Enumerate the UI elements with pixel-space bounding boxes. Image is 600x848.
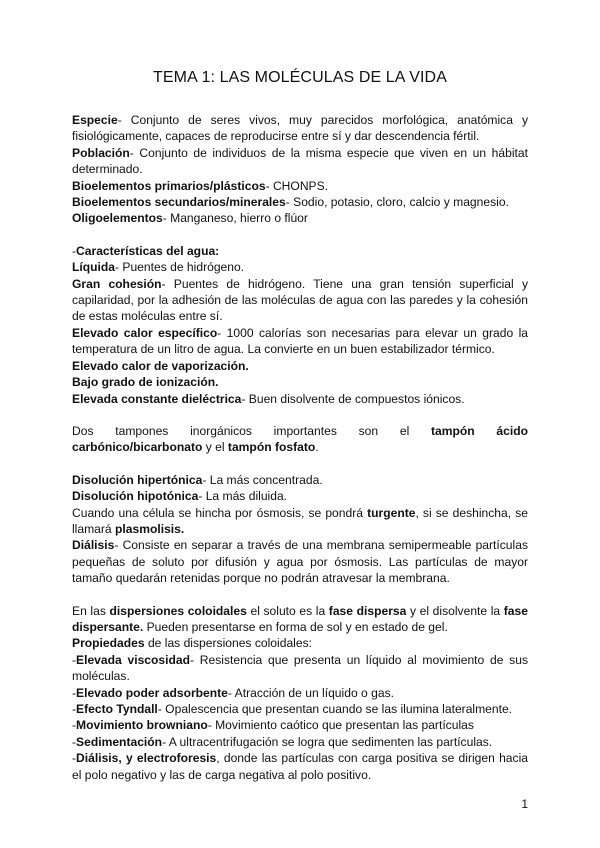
term: Gran cohesión	[72, 276, 162, 291]
page-number: 1	[521, 797, 528, 811]
definition: - La más concentrada.	[202, 472, 323, 487]
text: y el disolvente la	[406, 603, 504, 618]
term: fase dispersa	[328, 603, 407, 618]
coloides-paragraph	[72, 603, 528, 636]
dash: -	[72, 718, 77, 733]
tampones-paragraph	[72, 423, 528, 456]
definition: - La más diluida.	[198, 489, 288, 504]
def-bioelementos-primarios	[72, 178, 528, 194]
definition: - Conjunto de individuos de la misma especie que viven en un hábitat determinado.	[72, 145, 528, 177]
text: , si se deshincha, se llamará	[72, 505, 528, 536]
agua-cohesion	[72, 276, 528, 325]
definition: - Manganeso, hierro o flúor	[162, 211, 308, 226]
def-oligoelementos	[72, 210, 528, 226]
definition: - Movimiento caótico que presentan las partículas	[207, 718, 474, 733]
term: Efecto Tyndall	[76, 702, 158, 716]
agua-calor-especifico	[72, 325, 528, 358]
def-especie	[72, 112, 528, 145]
agua-dielectrica	[72, 391, 528, 407]
def-poblacion	[72, 145, 528, 178]
dash: -	[72, 702, 77, 716]
term: Disolución hipertónica	[72, 472, 203, 487]
term: Especie	[72, 113, 118, 127]
definition: - Buen disolvente de compuestos iónicos.	[241, 391, 465, 406]
disolucion-hipertonica	[72, 472, 528, 488]
propiedades-heading	[72, 635, 528, 651]
list-item	[72, 701, 528, 717]
term: Elevada viscosidad	[76, 652, 190, 667]
list-item	[72, 734, 528, 750]
text: Cuando una célula se hincha por ósmosis, se pondrá	[72, 505, 368, 520]
term: Propiedades	[72, 636, 145, 651]
definition: - Puentes de hidrógeno.	[115, 260, 245, 275]
osmosis-paragraph	[72, 505, 528, 538]
dash: -	[72, 685, 77, 700]
term: Diálisis, y electroforesis	[76, 751, 217, 766]
term: tampón fosfato	[227, 440, 316, 455]
term: dispersiones coloidales	[109, 603, 247, 618]
text: y el	[202, 440, 228, 455]
term: Bioelementos primarios/plásticos	[72, 178, 266, 193]
agua-heading	[72, 243, 528, 259]
disolucion-hipotonica	[72, 488, 528, 504]
def-bioelementos-secundarios	[72, 194, 528, 210]
dialisis-paragraph	[72, 537, 528, 586]
definition: - A ultracentrifugación se logra que sedimenten las partículas.	[162, 734, 493, 749]
dash: -	[72, 243, 77, 258]
definition: - Consiste en separar a través de una membrana semipermeable partículas pequeñas de soluto por difusión y agua por ósmosis. Las partículas de mayor tamaño quedarán retenidas porque no podrán atravesar la membrana.	[72, 538, 528, 586]
agua-vaporizacion	[72, 358, 528, 374]
dash: -	[72, 652, 77, 667]
list-item	[72, 717, 528, 733]
document-page	[72, 68, 528, 783]
term: Diálisis	[72, 538, 115, 553]
definition: - CHONPS.	[265, 178, 329, 193]
heading: Características del agua:	[76, 243, 220, 258]
agua-ionizacion	[72, 374, 528, 390]
term: Disolución hipotónica	[72, 489, 199, 504]
definition: - Resistencia que presenta un líquido al movimiento de sus moléculas.	[72, 652, 528, 684]
term: fase dispersante.	[72, 603, 528, 634]
list-item	[72, 685, 528, 701]
term: Población	[72, 145, 130, 160]
text: .	[315, 440, 319, 455]
term: Líquida	[72, 260, 115, 275]
text: el soluto es la	[246, 603, 329, 618]
definition: - Atracción de un líquido o gas.	[227, 685, 394, 700]
term: Elevado calor de vaporización.	[72, 358, 249, 373]
definition: - Conjunto de seres vivos, muy parecidos morfológica, anatómica y fisiológicamente, capaces de reproducirse entre sí y dar descendencia fértil.	[72, 113, 528, 144]
text: Pueden presentarse en forma de sol y en estado de gel.	[143, 619, 448, 634]
term: Oligoelementos	[72, 211, 163, 226]
term: turgente	[367, 505, 416, 520]
definition: - Opalescencia que presentan cuando se las ilumina lateralmente.	[157, 702, 513, 716]
definition: - Puentes de hidrógeno. Tiene una gran tensión superficial y capilaridad, por la adhesión de las moléculas de agua con las paredes y la cohesión de estas moléculas entre sí.	[72, 276, 528, 324]
definition: , donde las partículas con carga positiva se dirigen hacia el polo negativo y las de carga negativa al polo positivo.	[72, 751, 528, 782]
term: Elevada constante dieléctrica	[72, 391, 242, 406]
list-item	[72, 652, 528, 685]
term: Elevado poder adsorbente	[76, 685, 228, 700]
term: Sedimentación	[76, 734, 163, 749]
term: Movimiento browniano	[76, 718, 208, 733]
text: Dos tampones inorgánicos importantes son el	[72, 423, 431, 438]
term: tampón ácido carbónico/bicarbonato	[72, 423, 528, 455]
dash: -	[72, 751, 77, 766]
term: Bioelementos secundarios/minerales	[72, 195, 286, 210]
agua-liquida	[72, 259, 528, 275]
term: Elevado calor específico	[72, 325, 218, 340]
dash: -	[72, 734, 77, 749]
page-title: TEMA 1: LAS MOLÉCULAS DE LA VIDA	[153, 69, 447, 86]
text: En las	[72, 603, 110, 618]
definition: - Sodio, potasio, cloro, calcio y magnesio.	[285, 195, 509, 210]
term: Bajo grado de ionización.	[72, 375, 219, 390]
text: de las dispersiones coloidales:	[144, 636, 312, 651]
term: plasmolisis.	[115, 521, 185, 536]
list-item	[72, 750, 528, 783]
definition: - 1000 calorías son necesarias para elevar un grado la temperatura de un litro de agua. La convierte en un buen estabilizador térmico.	[72, 325, 528, 357]
